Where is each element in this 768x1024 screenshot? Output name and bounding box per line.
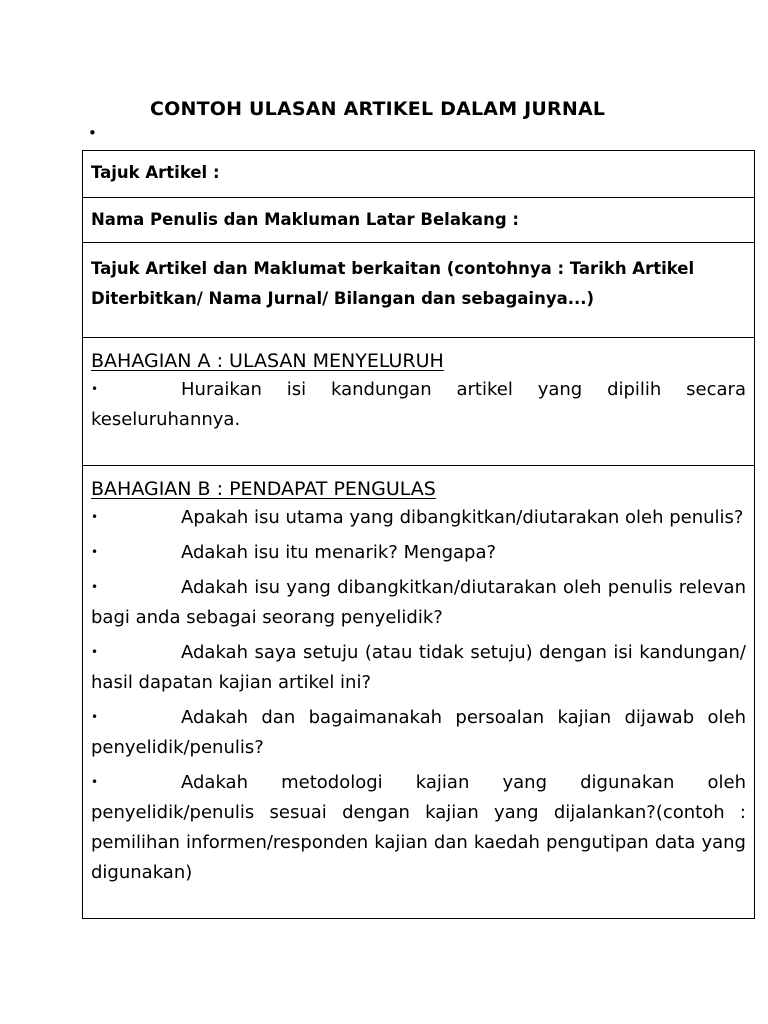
- section-b-heading: BAHAGIAN B : PENDAPAT PENGULAS: [91, 478, 436, 500]
- list-item-text: Adakah dan bagaimanakah persoalan kajian dijawab oleh penyelidik/penulis?: [91, 707, 746, 758]
- list-item-text: Adakah isu itu menarik? Mengapa?: [181, 542, 497, 563]
- list-item: [91, 502, 746, 533]
- article-details-label: Tajuk Artikel dan Maklumat berkaitan (contohnya : Tarikh Artikel Diterbitkan/ Nama Jurnal/ Bilangan dan sebagainya...): [91, 259, 695, 308]
- section-b-row: [83, 465, 754, 918]
- section-a-heading: BAHAGIAN A : ULASAN MENYELURUH: [91, 350, 444, 372]
- bullet: •: [91, 580, 99, 594]
- list-item: [91, 702, 746, 763]
- article-title-row: [83, 151, 754, 197]
- author-info-label: Nama Penulis dan Makluman Latar Belakang :: [91, 210, 519, 229]
- list-item: [91, 767, 746, 888]
- review-template-table: [82, 150, 755, 919]
- list-item-text: Apakah isu utama yang dibangkitkan/diutarakan oleh penulis?: [181, 507, 744, 528]
- article-title-label: Tajuk Artikel :: [91, 163, 220, 182]
- bullet: •: [91, 710, 99, 724]
- list-item: [91, 572, 746, 633]
- list-item-text: Huraikan isi kandungan artikel yang dipilih secara keseluruhannya.: [91, 379, 746, 430]
- bullet: •: [91, 775, 99, 789]
- bullet: •: [91, 645, 99, 659]
- list-item: [91, 537, 746, 568]
- list-item: [91, 374, 746, 435]
- article-details-row: [83, 242, 754, 337]
- section-b-list: [91, 502, 746, 888]
- list-item-text: Adakah metodologi kajian yang digunakan oleh penyelidik/penulis sesuai dengan kajian yang dijalankan?(contoh : pemilihan informen/responden kajian dan kaedah pengutipan data yang digunakan): [91, 772, 746, 883]
- section-a-row: [83, 337, 754, 465]
- list-item-text: Adakah saya setuju (atau tidak setuju) dengan isi kandungan/ hasil dapatan kajian artikel ini?: [91, 642, 746, 693]
- document-title: CONTOH ULASAN ARTIKEL DALAM JURNAL: [150, 98, 606, 120]
- bullet: •: [91, 545, 99, 559]
- bullet: •: [91, 382, 99, 396]
- bullet: •: [91, 510, 99, 524]
- section-a-list: [91, 374, 746, 435]
- list-item: [91, 637, 746, 698]
- author-info-row: [83, 197, 754, 242]
- lead-bullet: •: [88, 124, 97, 142]
- list-item-text: Adakah isu yang dibangkitkan/diutarakan oleh penulis relevan bagi anda sebagai seorang penyelidik?: [91, 577, 746, 628]
